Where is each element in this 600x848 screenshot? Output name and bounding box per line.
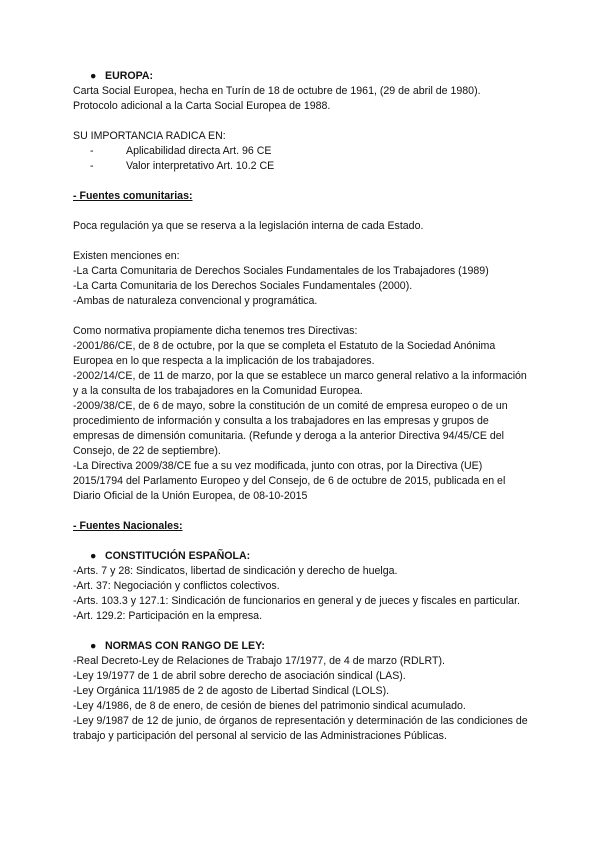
normas-heading: ● NORMAS CON RANGO DE LEY: — [90, 640, 265, 652]
constitucion-heading: ● CONSTITUCIÓN ESPAÑOLA: — [90, 550, 251, 562]
normas-item: -Ley 9/1987 de 12 de junio, de órganos de representación y determinación de las condiciones de trabajo y participación del personal al servicio de las Administraciones Públicas. — [73, 715, 528, 742]
normas-item: -Ley 4/1986, de 8 de enero, de cesión de bienes del patrimonio sindical acumulado. — [73, 700, 466, 712]
importance-item: - Aplicabilidad directa Art. 96 CE — [90, 145, 272, 157]
mencion-item: -Ambas de naturaleza convencional y programática. — [73, 295, 318, 307]
constitucion-item: -Arts. 103.3 y 127.1: Sindicación de funcionarios en general y de jueces y fiscales en particular. — [73, 595, 520, 607]
europa-line: Protocolo adicional a la Carta Social Europea de 1988. — [73, 100, 331, 112]
europa-line: Carta Social Europea, hecha en Turín de 18 de octubre de 1961, (29 de abril de 1980). — [73, 85, 481, 97]
dash-icon: - — [90, 160, 94, 172]
importance-title: SU IMPORTANCIA RADICA EN: — [73, 130, 226, 142]
constitucion-item: -Arts. 7 y 28: Sindicatos, libertad de sindicación y derecho de huelga. — [73, 565, 398, 577]
normas-item: -Ley Orgánica 11/1985 de 2 de agosto de Libertad Sindical (LOLS). — [73, 685, 390, 697]
mencion-item: -La Carta Comunitaria de los Derechos Sociales Fundamentales (2000). — [73, 280, 413, 292]
bullet-icon: ● — [90, 640, 97, 652]
comunitarias-intro: Poca regulación ya que se reserva a la legislación interna de cada Estado. — [73, 220, 424, 232]
normas-item: -Ley 19/1977 de 1 de abril sobre derecho de asociación sindical (LAS). — [73, 670, 406, 682]
section-title-comunitarias: - Fuentes comunitarias: — [73, 190, 193, 202]
menciones-title: Existen menciones en: — [73, 250, 180, 262]
directiva-item: -La Directiva 2009/38/CE fue a su vez modificada, junto con otras, por la Directiva (UE) 2015/1794 del Parlamento Europeo y del Consejo, de 6 de octubre de 2015, publicada en el Diario Oficial de la Unión Europea, de 08-10-2015 — [73, 460, 506, 502]
directiva-item: -2001/86/CE, de 8 de octubre, por la que se completa el Estatuto de la Sociedad Anónima Europea en lo que respecta a la implicación de los trabajadores. — [73, 340, 496, 367]
importance-item: - Valor interpretativo Art. 10.2 CE — [90, 160, 275, 172]
normas-item: -Real Decreto-Ley de Relaciones de Trabajo 17/1977, de 4 de marzo (RDLRT). — [73, 655, 445, 667]
bullet-icon: ● — [90, 550, 97, 562]
europa-heading: ● EUROPA: — [90, 70, 154, 82]
directiva-item: -2009/38/CE, de 6 de mayo, sobre la constitución de un comité de empresa europeo o de un procedimiento de información y consulta a los trabajadores en las empresas y grupos de empresas de dimensión comunitaria. (Refunde y deroga a la anterior Directiva 94/45/CE del Consejo, de 22 de septiembre). — [73, 400, 508, 457]
mencion-item: -La Carta Comunitaria de Derechos Sociales Fundamentales de los Trabajadores (1989) — [73, 265, 489, 277]
constitucion-item: -Art. 37: Negociación y conflictos colectivos. — [73, 580, 280, 592]
dash-icon: - — [90, 145, 94, 157]
directiva-item: -2002/14/CE, de 11 de marzo, por la que se establece un marco general relativo a la información y a la consulta de los trabajadores en la Comunidad Europea. — [73, 370, 527, 397]
section-title-nacionales: - Fuentes Nacionales: — [73, 520, 183, 532]
document-body — [73, 69, 533, 744]
directivas-title: Como normativa propiamente dicha tenemos tres Directivas: — [73, 325, 358, 337]
bullet-icon: ● — [90, 70, 97, 82]
constitucion-item: -Art. 129.2: Participación en la empresa. — [73, 610, 263, 622]
